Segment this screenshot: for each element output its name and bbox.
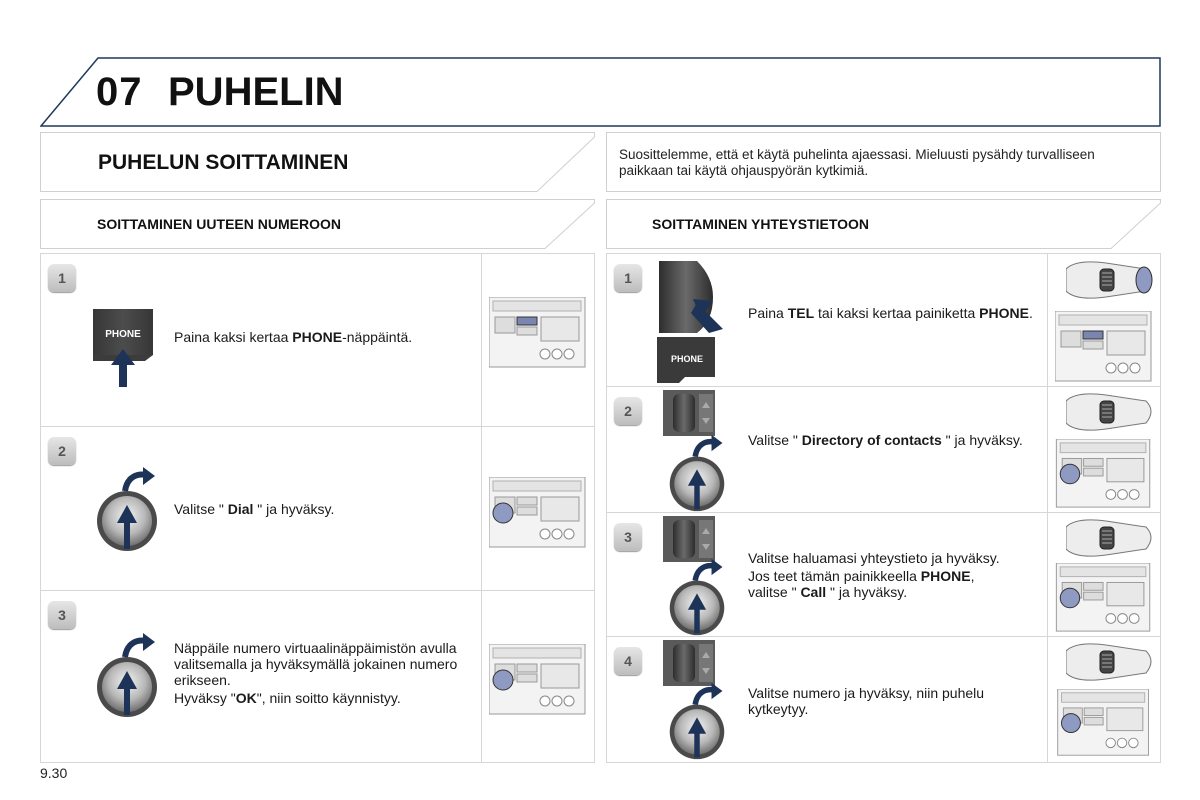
rotary-knob-icon: [665, 433, 729, 513]
left-subheader: [40, 199, 595, 249]
left-step-2-text: Valitse " Dial " ja hyväksy.: [174, 501, 335, 517]
page-number: 9.30: [40, 765, 68, 781]
rotary-knob-icon: [95, 465, 159, 557]
right-step-2-text: Valitse " Directory of contacts " ja hyväksy.: [748, 432, 1023, 448]
left-step-1: [41, 254, 594, 427]
radio-panel-icon: [1055, 311, 1155, 385]
radio-panel-icon: [489, 644, 589, 718]
radio-unit-thumb: [481, 591, 594, 762]
right-heading: SOITTAMINEN YHTEYSTIETOON: [652, 216, 870, 232]
chapter-number: 07: [96, 70, 143, 114]
step-badge: 4: [614, 647, 642, 675]
step-badge: 1: [614, 264, 642, 292]
right-step-3: [607, 513, 1160, 637]
right-step-3-text: Valitse haluamasi yhteystieto ja hyväksy. Jos teet tämän painikkeella PHONE, valitse " Call " ja hyväksy.: [748, 550, 1000, 600]
step-badge: 2: [614, 397, 642, 425]
right-step-4-text: Valitse numero ja hyväksy, niin puhelu kytkeytyy.: [748, 685, 985, 717]
stalk-control-icon: [1066, 641, 1156, 685]
right-subheader: [606, 199, 1161, 249]
step-badge: 1: [48, 264, 76, 292]
radio-panel-icon: [1055, 689, 1155, 759]
chapter-title: PUHELIN: [168, 70, 344, 114]
right-step-1-text: Paina TEL tai kaksi kertaa painiketta PHONE.: [748, 305, 1033, 321]
radio-panel-icon: [1055, 563, 1155, 635]
rotary-knob-icon: [95, 631, 159, 723]
left-steps-panel: [40, 253, 595, 763]
safety-notice: [606, 132, 1161, 192]
safety-notice-text: Suosittelemme, että et käytä puhelinta ajaessasi. Mieluusti pysähdy turvalliseen paikkaan tai käytä ohjauspyörän kytkimiä.: [619, 147, 1095, 178]
left-step-2: [41, 427, 594, 591]
section-title: PUHELUN SOITTAMINEN: [98, 151, 349, 174]
radio-unit-thumb: [481, 427, 594, 591]
steering-control-icon: [657, 257, 727, 337]
rotary-knob-icon: [665, 557, 729, 637]
step-badge: 3: [48, 601, 76, 629]
section-header: [40, 132, 595, 192]
radio-panel-icon: [489, 297, 589, 371]
radio-unit-thumb: [1047, 513, 1160, 637]
radio-unit-thumb: [1047, 387, 1160, 513]
left-heading: SOITTAMINEN UUTEEN NUMEROON: [97, 216, 341, 232]
right-step-2: [607, 387, 1160, 513]
right-steps-panel: [606, 253, 1161, 763]
phone-button-label: PHONE: [670, 354, 704, 364]
step-badge: 3: [614, 523, 642, 551]
phone-button-label: PHONE: [105, 329, 141, 340]
rotary-knob-icon: [665, 681, 729, 761]
scroll-wheel-icon: [663, 390, 717, 438]
radio-panel-icon: [489, 477, 589, 551]
phone-button-icon: [657, 337, 721, 385]
stalk-control-icon: [1066, 517, 1156, 561]
stalk-control-icon: [1066, 259, 1156, 303]
left-step-3-text: Näppäile numero virtuaalinäppäimistön avulla valitsemalla ja hyväksymällä jokainen numero erikseen. Hyväksy "OK", niin soitto käynnistyy.: [174, 640, 458, 706]
right-step-1: [607, 254, 1160, 387]
left-step-1-text: Paina kaksi kertaa PHONE-näppäintä.: [174, 329, 413, 345]
radio-unit-thumb: [1047, 637, 1160, 762]
step-badge: 2: [48, 437, 76, 465]
left-step-3: [41, 591, 594, 762]
radio-panel-icon: [1055, 439, 1155, 511]
radio-unit-thumb: [481, 254, 594, 427]
radio-unit-thumb: [1047, 254, 1160, 387]
phone-button-icon: [93, 309, 157, 389]
stalk-control-icon: [1066, 391, 1156, 435]
right-step-4: [607, 637, 1160, 762]
